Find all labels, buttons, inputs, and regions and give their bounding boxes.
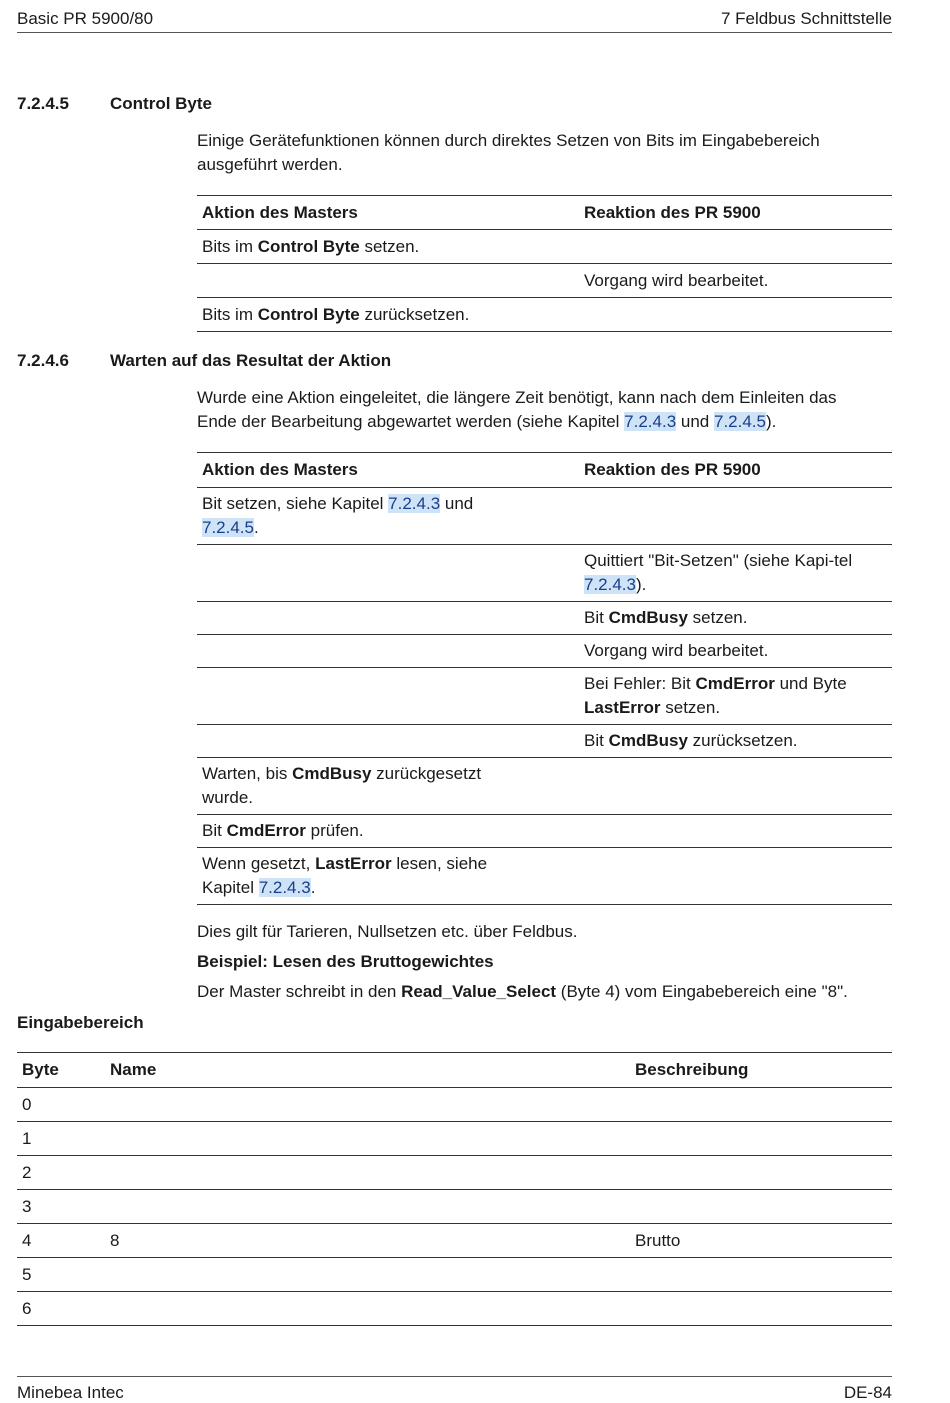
name-cell: [105, 1190, 630, 1224]
section-number: 7.2.4.5: [17, 94, 69, 113]
table-row: [17, 1088, 892, 1122]
table-row: [197, 815, 892, 848]
description-cell: [630, 1258, 892, 1292]
master-cell: [197, 848, 579, 905]
master-cell: [197, 298, 579, 332]
byte-cell: 0: [17, 1088, 105, 1122]
chapter-link[interactable]: 7.2.4.3: [258, 878, 311, 897]
text: .: [254, 518, 259, 537]
table-row: [197, 668, 892, 725]
text: zurücksetzen.: [687, 731, 798, 750]
text: zurücksetzen.: [359, 304, 470, 324]
page-number: DE-84: [843, 1383, 892, 1402]
text: lesen, siehe Kapitel: [202, 854, 488, 897]
master-cell: [197, 815, 579, 848]
table-row: [197, 848, 892, 905]
master-cell: [197, 635, 579, 668]
master-cell: [197, 488, 579, 545]
text: Bit setzen, siehe Kapitel: [202, 494, 389, 513]
master-cell: [197, 758, 579, 815]
bold-term: LastError: [584, 698, 661, 717]
page-header: [17, 6, 892, 33]
master-cell: [197, 725, 579, 758]
description-cell: [630, 1122, 892, 1156]
reaction-cell: [579, 488, 892, 545]
name-cell: [105, 1156, 630, 1190]
reaction-cell: [579, 725, 892, 758]
bold-term: Control Byte: [257, 304, 360, 324]
reaction-cell: [579, 668, 892, 725]
reaction-cell: [579, 230, 892, 264]
header-doc-title: Basic PR 5900/80: [17, 9, 154, 28]
text: ).: [636, 575, 647, 594]
text: Bit: [584, 731, 609, 750]
table-row: [17, 1224, 892, 1258]
input-area-table: [17, 1052, 892, 1326]
section-intro: [197, 386, 877, 434]
table-row: [197, 230, 892, 264]
section-intro: Einige Gerätefunktionen können durch direktes Setzen von Bits im Eingabebereich ausgeführt werden.: [197, 131, 820, 174]
chapter-link[interactable]: 7.2.4.3: [584, 575, 636, 594]
section-number: 7.2.4.6: [17, 351, 69, 370]
bold-term: CmdError: [226, 821, 306, 840]
text: Quittiert "Bit-Setzen" (siehe Kapi-tel: [584, 551, 853, 570]
text: Der Master schreibt in den: [197, 982, 402, 1001]
byte-cell: 3: [17, 1190, 105, 1224]
table-row: [17, 1156, 892, 1190]
byte-cell: 5: [17, 1258, 105, 1292]
bold-term: CmdBusy: [608, 731, 688, 750]
byte-cell: 2: [17, 1156, 105, 1190]
col-header-master: Aktion des Masters: [197, 196, 579, 230]
reaction-cell: Vorgang wird bearbeitet.: [579, 635, 892, 668]
master-cell: [197, 668, 579, 725]
reaction-cell: Vorgang wird bearbeitet.: [579, 264, 892, 298]
text: Bei Fehler: Bit: [584, 674, 696, 693]
text: Wurde eine Aktion eingeleitet, die längere Zeit benötigt, kann nach dem Einleiten das Ende der Bearbeitung abgewartet werden (siehe Kapitel: [197, 388, 837, 431]
table-row: [197, 635, 892, 668]
section-title: Control Byte: [110, 94, 212, 113]
bold-term: Control Byte: [257, 236, 360, 256]
text: und: [440, 494, 474, 513]
header-chapter: 7 Feldbus Schnittstelle: [720, 9, 892, 28]
section-title: Warten auf das Resultat der Aktion: [110, 351, 392, 370]
description-cell: [630, 1088, 892, 1122]
text: Warten, bis: [202, 764, 293, 783]
chapter-link[interactable]: 7.2.4.3: [624, 412, 677, 431]
table-row: [17, 1122, 892, 1156]
text: Bit: [584, 608, 609, 627]
name-cell: [105, 1258, 630, 1292]
table-row: [197, 488, 892, 545]
example-text: [197, 980, 887, 1004]
example-title: Beispiel: Lesen des Bruttogewichtes: [197, 952, 494, 971]
name-cell: [105, 1088, 630, 1122]
col-header-reaction: Reaktion des PR 5900: [579, 196, 892, 230]
table-header-row: [197, 453, 892, 488]
text: zurückgesetzt wurde.: [202, 764, 482, 807]
description-cell: [630, 1156, 892, 1190]
description-cell: Brutto: [630, 1224, 892, 1258]
bold-term: LastError: [315, 854, 392, 873]
master-cell: [197, 545, 579, 602]
reaction-cell: [579, 815, 892, 848]
wait-result-table: [197, 452, 892, 905]
table-row: [197, 298, 892, 332]
text: (Byte 4) vom Eingabebereich eine "8".: [556, 982, 848, 1001]
control-byte-table: [197, 195, 892, 332]
text: Wenn gesetzt,: [202, 854, 316, 873]
text: setzen.: [359, 236, 420, 256]
name-cell: 8: [105, 1224, 630, 1258]
table-row: [17, 1258, 892, 1292]
table-row: [197, 264, 892, 298]
col-header-master: Aktion des Masters: [197, 453, 579, 488]
bold-term: Read_Value_Select: [401, 982, 557, 1001]
chapter-link[interactable]: 7.2.4.5: [713, 412, 766, 431]
text: Bits im: [202, 304, 258, 324]
description-cell: [630, 1292, 892, 1326]
section-heading-wait-result: [17, 351, 391, 371]
byte-cell: 6: [17, 1292, 105, 1326]
section-heading-control-byte: [17, 94, 212, 114]
description-cell: [630, 1190, 892, 1224]
table-row: [197, 758, 892, 815]
chapter-link[interactable]: 7.2.4.5: [202, 518, 254, 537]
note-text: Dies gilt für Tarieren, Nullsetzen etc. über Feldbus.: [197, 922, 578, 941]
text: .: [310, 878, 316, 897]
table-row: [17, 1190, 892, 1224]
input-area-heading: Eingabebereich: [17, 1013, 144, 1032]
reaction-cell: [579, 545, 892, 602]
page-footer: [17, 1376, 892, 1403]
text: ).: [765, 412, 777, 431]
footer-company: Minebea Intec: [17, 1383, 124, 1402]
table-row: [197, 602, 892, 635]
chapter-link[interactable]: 7.2.4.3: [388, 494, 441, 513]
table-row: [197, 545, 892, 602]
reaction-cell: [579, 758, 892, 815]
master-cell: [197, 264, 579, 298]
master-cell: [197, 602, 579, 635]
text: setzen.: [660, 698, 721, 717]
table-row: [197, 725, 892, 758]
bold-term: CmdBusy: [292, 764, 372, 783]
text: setzen.: [687, 608, 748, 627]
master-cell: [197, 230, 579, 264]
reaction-cell: [579, 298, 892, 332]
name-cell: [105, 1122, 630, 1156]
byte-cell: 1: [17, 1122, 105, 1156]
text: und Byte: [774, 674, 847, 693]
reaction-cell: [579, 602, 892, 635]
table-header-row: [17, 1053, 892, 1088]
text: Bits im: [202, 236, 258, 256]
text: Bit: [202, 821, 227, 840]
col-header-byte: Byte: [17, 1053, 105, 1088]
bold-term: CmdError: [695, 674, 775, 693]
col-header-name: Name: [105, 1053, 630, 1088]
table-row: [17, 1292, 892, 1326]
col-header-reaction: Reaktion des PR 5900: [579, 453, 892, 488]
reaction-cell: [579, 848, 892, 905]
name-cell: [105, 1292, 630, 1326]
table-header-row: [197, 196, 892, 230]
text: und: [676, 412, 714, 431]
col-header-description: Beschreibung: [630, 1053, 892, 1088]
bold-term: CmdBusy: [608, 608, 688, 627]
byte-cell: 4: [17, 1224, 105, 1258]
text: prüfen.: [305, 821, 364, 840]
